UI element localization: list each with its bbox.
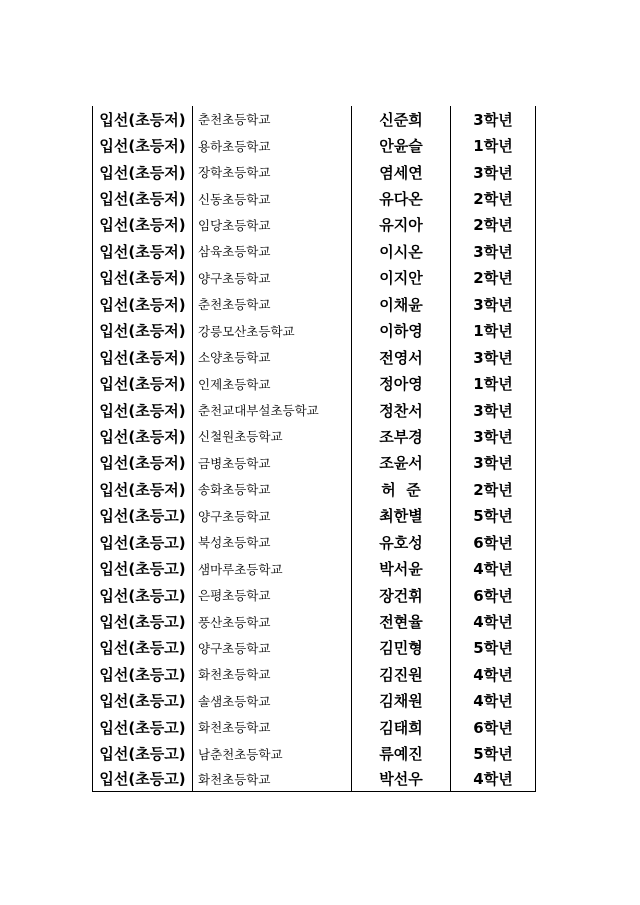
grade-cell: 3학년 (451, 159, 536, 185)
school-cell: 은평초등학교 (193, 582, 352, 608)
student-name-cell: 이채윤 (352, 291, 451, 317)
grade-cell: 4학년 (451, 608, 536, 634)
school-cell: 신철원초등학교 (193, 423, 352, 449)
table-row (93, 741, 536, 767)
award-cell: 입선(초등저) (93, 397, 193, 423)
student-name-cell: 김태희 (352, 714, 451, 740)
award-cell: 입선(초등저) (93, 212, 193, 238)
school-cell: 풍산초등학교 (193, 608, 352, 634)
grade-cell: 1학년 (451, 318, 536, 344)
student-name-cell: 정아영 (352, 370, 451, 396)
grade-cell: 1학년 (451, 370, 536, 396)
award-cell: 입선(초등저) (93, 185, 193, 211)
table-row (93, 132, 536, 158)
award-cell: 입선(초등저) (93, 318, 193, 344)
table-row (93, 397, 536, 423)
award-cell: 입선(초등고) (93, 582, 193, 608)
award-results-body (93, 106, 536, 791)
grade-cell: 3학년 (451, 423, 536, 449)
award-cell: 입선(초등고) (93, 555, 193, 581)
table-row (93, 185, 536, 211)
table-row (93, 450, 536, 476)
school-cell: 금병초등학교 (193, 450, 352, 476)
school-cell: 삼육초등학교 (193, 238, 352, 264)
student-name-cell: 전영서 (352, 344, 451, 370)
student-name-cell: 정찬서 (352, 397, 451, 423)
table-row (93, 423, 536, 449)
award-cell: 입선(초등저) (93, 159, 193, 185)
award-cell: 입선(초등고) (93, 661, 193, 687)
student-name-cell: 안윤슬 (352, 132, 451, 158)
student-name-cell: 박선우 (352, 767, 451, 792)
table-row (93, 661, 536, 687)
school-cell: 화천초등학교 (193, 767, 352, 792)
student-name-cell: 조윤서 (352, 450, 451, 476)
table-row (93, 503, 536, 529)
grade-cell: 4학년 (451, 767, 536, 792)
award-cell: 입선(초등저) (93, 132, 193, 158)
school-cell: 남춘천초등학교 (193, 741, 352, 767)
table-row (93, 688, 536, 714)
grade-cell: 1학년 (451, 132, 536, 158)
table-row (93, 529, 536, 555)
grade-cell: 2학년 (451, 476, 536, 502)
award-cell: 입선(초등저) (93, 238, 193, 264)
award-cell: 입선(초등저) (93, 476, 193, 502)
table-row (93, 555, 536, 581)
award-cell: 입선(초등고) (93, 767, 193, 792)
school-cell: 춘천초등학교 (193, 106, 352, 132)
school-cell: 샘마루초등학교 (193, 555, 352, 581)
table-row (93, 608, 536, 634)
school-cell: 소양초등학교 (193, 344, 352, 370)
award-cell: 입선(초등고) (93, 635, 193, 661)
student-name-cell: 류예진 (352, 741, 451, 767)
school-cell: 장학초등학교 (193, 159, 352, 185)
award-cell: 입선(초등저) (93, 450, 193, 476)
grade-cell: 6학년 (451, 714, 536, 740)
table-row (93, 635, 536, 661)
school-cell: 화천초등학교 (193, 661, 352, 687)
award-cell: 입선(초등고) (93, 529, 193, 555)
student-name-cell: 허 준 (352, 476, 451, 502)
school-cell: 인제초등학교 (193, 370, 352, 396)
table-row (93, 582, 536, 608)
student-name-cell: 이하영 (352, 318, 451, 344)
table-row (93, 318, 536, 344)
student-name-cell: 최한별 (352, 503, 451, 529)
award-cell: 입선(초등저) (93, 265, 193, 291)
award-cell: 입선(초등고) (93, 688, 193, 714)
grade-cell: 5학년 (451, 503, 536, 529)
student-name-cell: 전현율 (352, 608, 451, 634)
school-cell: 화천초등학교 (193, 714, 352, 740)
table-row (93, 265, 536, 291)
student-name-cell: 신준희 (352, 106, 451, 132)
student-name-cell: 김채원 (352, 688, 451, 714)
grade-cell: 3학년 (451, 291, 536, 317)
school-cell: 북성초등학교 (193, 529, 352, 555)
student-name-cell: 이시온 (352, 238, 451, 264)
student-name-cell: 박서윤 (352, 555, 451, 581)
grade-cell: 3학년 (451, 238, 536, 264)
award-cell: 입선(초등고) (93, 503, 193, 529)
table-row (93, 291, 536, 317)
grade-cell: 3학년 (451, 450, 536, 476)
school-cell: 양구초등학교 (193, 503, 352, 529)
table-row (93, 238, 536, 264)
award-cell: 입선(초등저) (93, 344, 193, 370)
grade-cell: 4학년 (451, 555, 536, 581)
school-cell: 신동초등학교 (193, 185, 352, 211)
grade-cell: 2학년 (451, 185, 536, 211)
student-name-cell: 유다온 (352, 185, 451, 211)
grade-cell: 2학년 (451, 265, 536, 291)
grade-cell: 3학년 (451, 344, 536, 370)
table-row (93, 714, 536, 740)
table-row (93, 370, 536, 396)
grade-cell: 3학년 (451, 106, 536, 132)
school-cell: 양구초등학교 (193, 265, 352, 291)
student-name-cell: 이지안 (352, 265, 451, 291)
student-name-cell: 유호성 (352, 529, 451, 555)
award-cell: 입선(초등저) (93, 423, 193, 449)
award-results-table (92, 106, 536, 792)
award-cell: 입선(초등저) (93, 370, 193, 396)
award-cell: 입선(초등고) (93, 714, 193, 740)
award-cell: 입선(초등고) (93, 741, 193, 767)
student-name-cell: 김민형 (352, 635, 451, 661)
award-cell: 입선(초등저) (93, 291, 193, 317)
grade-cell: 4학년 (451, 661, 536, 687)
student-name-cell: 조부경 (352, 423, 451, 449)
school-cell: 춘천교대부설초등학교 (193, 397, 352, 423)
table-row (93, 212, 536, 238)
student-name-cell: 장건휘 (352, 582, 451, 608)
grade-cell: 4학년 (451, 688, 536, 714)
table-row (93, 159, 536, 185)
school-cell: 양구초등학교 (193, 635, 352, 661)
school-cell: 춘천초등학교 (193, 291, 352, 317)
school-cell: 임당초등학교 (193, 212, 352, 238)
school-cell: 강릉모산초등학교 (193, 318, 352, 344)
school-cell: 솔샘초등학교 (193, 688, 352, 714)
student-name-cell: 김진원 (352, 661, 451, 687)
table-row (93, 106, 536, 132)
table-row (93, 476, 536, 502)
grade-cell: 2학년 (451, 212, 536, 238)
grade-cell: 6학년 (451, 582, 536, 608)
school-cell: 용하초등학교 (193, 132, 352, 158)
award-cell: 입선(초등저) (93, 106, 193, 132)
grade-cell: 6학년 (451, 529, 536, 555)
grade-cell: 5학년 (451, 741, 536, 767)
award-cell: 입선(초등고) (93, 608, 193, 634)
school-cell: 송화초등학교 (193, 476, 352, 502)
table-row (93, 344, 536, 370)
grade-cell: 3학년 (451, 397, 536, 423)
table-row (93, 767, 536, 792)
student-name-cell: 염세연 (352, 159, 451, 185)
student-name-cell: 유지아 (352, 212, 451, 238)
grade-cell: 5학년 (451, 635, 536, 661)
